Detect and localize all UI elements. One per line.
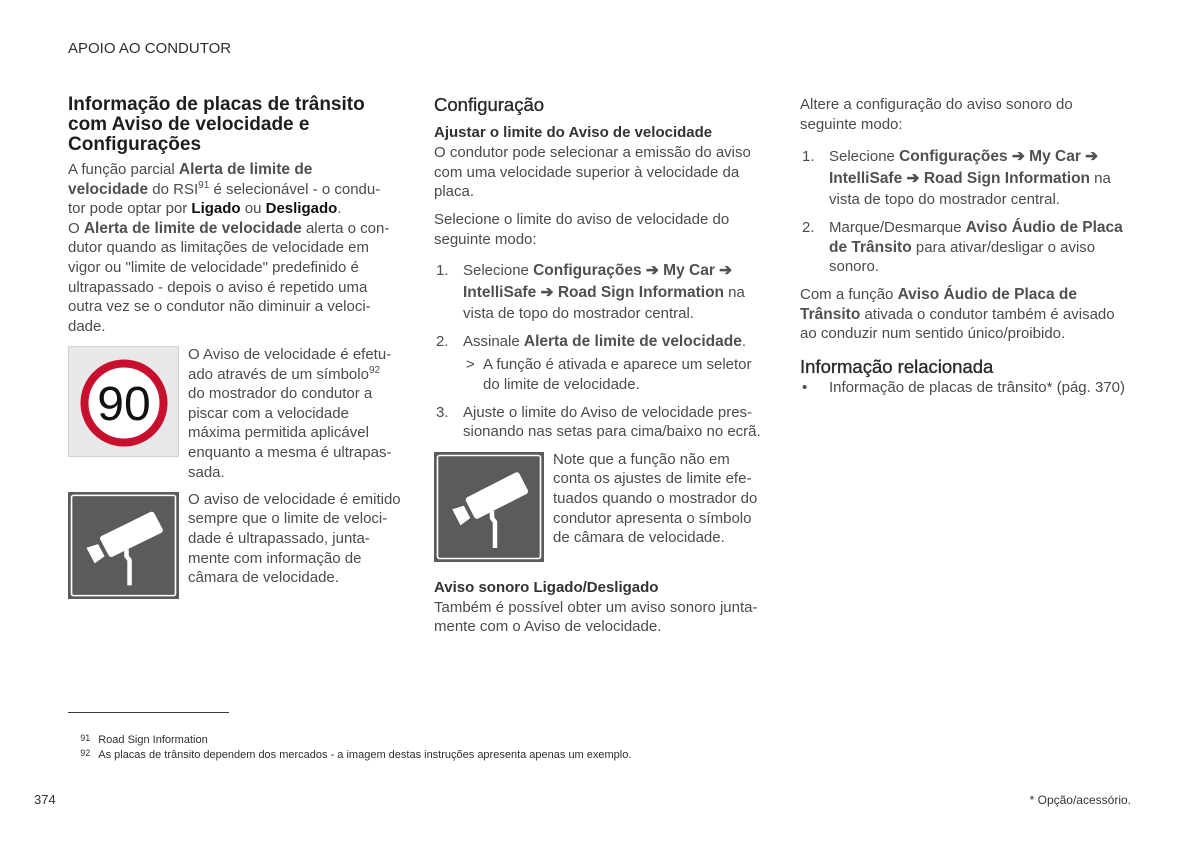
text-line (188, 549, 401, 569)
step-text (463, 403, 761, 442)
bullet-icon: • (802, 379, 808, 397)
text-run: Marque/Desmarque (829, 218, 966, 236)
ui-term: Trânsito (800, 305, 861, 323)
text-run: A função parcial (68, 161, 179, 178)
text-run: sonoro. (829, 258, 880, 276)
speed-sign-caption (188, 345, 391, 482)
text-line (829, 257, 1123, 277)
emphasis: Ligado (191, 200, 241, 218)
text-line (463, 422, 761, 442)
text-run: ao conduzir num sentido único/proibido. (800, 325, 1066, 343)
text-line (800, 305, 1160, 325)
text-line (829, 218, 1123, 238)
text-line (68, 278, 413, 298)
text-run: . (337, 200, 342, 218)
text-run: Selecione (829, 147, 900, 165)
text-run: sada. (188, 463, 225, 481)
text-run: sempre que o limite de veloci- (188, 510, 388, 528)
text-run: Também é possível obter um aviso sonoro junta- (434, 598, 758, 616)
text-line (188, 463, 391, 483)
step-number: 3. (436, 403, 449, 421)
text-run: vista de topo do mostrador central. (829, 190, 1060, 208)
ui-term: Aviso Áudio de Placa (965, 218, 1123, 236)
text-run: do RSI (148, 180, 199, 198)
paragraph (800, 95, 1160, 134)
text-run: dutor quando as limitações de velocidade em (68, 239, 370, 257)
text-run: máxima permitida aplicável (188, 424, 369, 442)
page-number: 374 (34, 792, 56, 807)
text-line (434, 210, 784, 230)
text-line (434, 230, 784, 250)
text-run: piscar com a velocidade (188, 404, 349, 422)
intro-paragraph (68, 160, 413, 336)
text-run: outra vez se o condutor não diminuir a veloci- (68, 298, 371, 316)
text-run: alerta o con- (301, 219, 390, 237)
step-text (463, 332, 746, 352)
step-item (434, 260, 784, 324)
title-line: com Aviso de velocidade e (68, 114, 310, 135)
text-run: O aviso de velocidade é emitido (188, 490, 401, 508)
step-item (434, 403, 784, 442)
text-line (434, 617, 784, 637)
text-line (68, 258, 413, 278)
footnote (68, 717, 208, 746)
list-item (800, 378, 1160, 398)
text-run: Selecione (463, 261, 534, 279)
text-run: sionando nas setas para cima/baixo no ecrã. (463, 423, 761, 441)
text-run: seguinte modo: (434, 230, 537, 248)
text-run: ou (240, 200, 266, 218)
text-line (68, 297, 413, 317)
footnote (68, 732, 632, 761)
page-title (68, 95, 413, 155)
step-number: 2. (802, 218, 815, 236)
text-line (463, 260, 745, 282)
camera-note-figure (434, 452, 784, 562)
related-link[interactable]: Informação de placas de trânsito* (pág. 370) (829, 379, 1126, 397)
step-number: 1. (436, 261, 449, 279)
related-info-heading: Informação relacionada (800, 355, 994, 377)
step-text (463, 260, 745, 324)
column-middle (434, 95, 784, 637)
text-run: dade é ultrapassado, junta- (188, 530, 370, 548)
subheading-adjust-limit: Ajustar o limite do Aviso de velocidade (434, 124, 713, 142)
text-run: Selecione o limite do aviso de velocidade do (434, 211, 730, 229)
text-line (188, 490, 401, 510)
text-line (463, 282, 745, 304)
text-run: de câmara de velocidade. (553, 529, 725, 547)
paragraph (434, 210, 784, 249)
text-line (829, 238, 1123, 258)
text-line (434, 598, 784, 618)
text-line (68, 199, 413, 219)
text-line (553, 469, 757, 489)
text-run: mente com informação de (188, 549, 362, 567)
text-line (188, 384, 391, 404)
text-line (553, 528, 757, 548)
text-line (434, 163, 784, 183)
text-run: é selecionável - o condu- (209, 180, 381, 198)
text-run: seguinte modo: (800, 115, 903, 133)
ui-term: de Trânsito (829, 238, 912, 256)
speed-camera-sign-image (68, 492, 179, 599)
step-item (434, 332, 784, 352)
text-line (829, 146, 1111, 168)
ui-term: Configurações ➔ My Car ➔ (533, 261, 733, 279)
related-links-list (800, 378, 1160, 398)
option-accessory-note: * Opção/acessório. (1029, 793, 1131, 807)
text-line (188, 345, 391, 365)
footnote-divider (68, 712, 229, 713)
text-run: ado através de um símbolo (188, 365, 369, 383)
text-line (188, 404, 391, 424)
speed-sign-figure (68, 346, 413, 482)
text-line (800, 324, 1160, 344)
text-run: na (724, 283, 745, 301)
text-line (463, 332, 746, 352)
step-number: 1. (802, 147, 815, 165)
text-line (68, 160, 413, 180)
text-run: O condutor pode selecionar a emissão do aviso (434, 143, 751, 161)
ui-term: Configurações ➔ My Car ➔ (899, 147, 1099, 165)
text-line (553, 450, 757, 470)
text-run: O Aviso de velocidade é efetu- (188, 345, 392, 363)
step-text (829, 218, 1123, 277)
text-line (188, 365, 391, 385)
subheading-audio-warning: Aviso sonoro Ligado/Desligado (434, 579, 659, 597)
text-line (463, 403, 761, 423)
text-run: vigor ou "limite de velocidade" predefinido é (68, 258, 359, 276)
footnote-number: 92 (80, 748, 91, 758)
speed-limit-value: 90 (97, 377, 151, 431)
result-marker: > (466, 355, 475, 373)
column-left (68, 95, 413, 599)
text-line (800, 95, 1160, 115)
text-line (434, 182, 784, 202)
text-run: para ativar/desligar o aviso (911, 238, 1096, 256)
step-item (800, 218, 1160, 277)
text-run: do limite de velocidade. (483, 375, 640, 393)
result-text (483, 355, 752, 394)
text-run: . (741, 332, 746, 350)
text-run: Altere a configuração do aviso sonoro do (800, 96, 1073, 113)
text-line (483, 355, 752, 375)
text-run: dade. (68, 317, 106, 335)
footnote-ref: 91 (198, 179, 210, 191)
text-line (188, 423, 391, 443)
text-run: placa. (434, 183, 475, 201)
title-line: Configurações (68, 134, 202, 155)
section-heading-configuration: Configuração (434, 94, 545, 115)
text-line (434, 143, 784, 163)
column-right (800, 95, 1160, 398)
text-run: ativada o condutor também é avisado (860, 305, 1115, 323)
text-line (68, 238, 413, 258)
text-run: vista de topo do mostrador central. (463, 304, 694, 322)
text-line (188, 529, 401, 549)
text-run: do mostrador do condutor a (188, 385, 373, 403)
text-line (68, 317, 413, 337)
text-line (553, 509, 757, 529)
footnote-ref: 92 (368, 364, 381, 376)
text-run: Assinale (463, 332, 524, 350)
paragraph (434, 598, 784, 637)
text-line (188, 509, 401, 529)
text-run: tor pode optar por (68, 200, 192, 218)
text-run: na (1090, 169, 1111, 187)
section-header: APOIO AO CONDUTOR (68, 40, 232, 57)
emphasis: Desligado (265, 200, 338, 218)
text-line (188, 443, 391, 463)
text-run: enquanto a mesma é ultrapas- (188, 443, 392, 461)
camera-note-caption (553, 450, 757, 548)
text-run: com uma velocidade superior à velocidade da (434, 163, 740, 181)
speed-limit-sign-image (68, 346, 179, 457)
ui-term: Alerta de limite de velocidade (523, 332, 742, 350)
footnote-number: 91 (80, 733, 91, 743)
ui-term: Alerta de limite de (178, 161, 313, 178)
step-number: 2. (436, 332, 449, 350)
text-run: condutor apresenta o símbolo (553, 509, 752, 527)
speed-camera-figure (68, 492, 413, 599)
step-result (434, 355, 784, 394)
text-line (829, 190, 1111, 210)
paragraph (800, 285, 1160, 344)
text-run: Note que a função não em (553, 450, 730, 468)
footnote-text: As placas de trânsito dependem dos mercados - a imagem destas instruções apresenta apenas um exemplo. (98, 749, 632, 761)
speed-camera-sign-image (434, 452, 544, 562)
ui-term: Aviso Áudio de Placa de (897, 286, 1078, 304)
text-line (188, 568, 401, 588)
ui-term: IntelliSafe ➔ Road Sign Information (829, 169, 1091, 187)
text-run: ultrapassado - depois o aviso é repetido uma (68, 278, 368, 296)
text-run: câmara de velocidade. (188, 569, 339, 587)
text-line (800, 285, 1160, 305)
text-line (829, 168, 1111, 190)
step-text (829, 146, 1111, 210)
speed-camera-caption (188, 490, 401, 588)
text-run: Com a função (800, 286, 898, 304)
title-line: Informação de placas de trânsito (68, 94, 365, 115)
step-item (800, 146, 1160, 210)
text-line (463, 304, 745, 324)
ui-term: Alerta de limite de velocidade (83, 219, 302, 237)
text-run: conta os ajustes de limite efe- (553, 470, 752, 488)
text-run: Ajuste o limite do Aviso de velocidade pres- (463, 403, 753, 421)
text-line (483, 375, 752, 395)
text-run: O (68, 219, 84, 237)
text-line (68, 219, 413, 239)
text-run: mente com o Aviso de velocidade. (434, 618, 662, 636)
text-run: tuados quando o mostrador do (553, 490, 758, 508)
ui-term: velocidade (68, 180, 149, 198)
ui-term: IntelliSafe ➔ Road Sign Information (463, 283, 725, 301)
text-run: A função é ativada e aparece um seletor (483, 355, 752, 373)
text-line (68, 180, 413, 200)
text-line (553, 489, 757, 509)
footnote-text: Road Sign Information (98, 734, 208, 746)
paragraph (434, 143, 784, 202)
text-line (800, 115, 1160, 135)
